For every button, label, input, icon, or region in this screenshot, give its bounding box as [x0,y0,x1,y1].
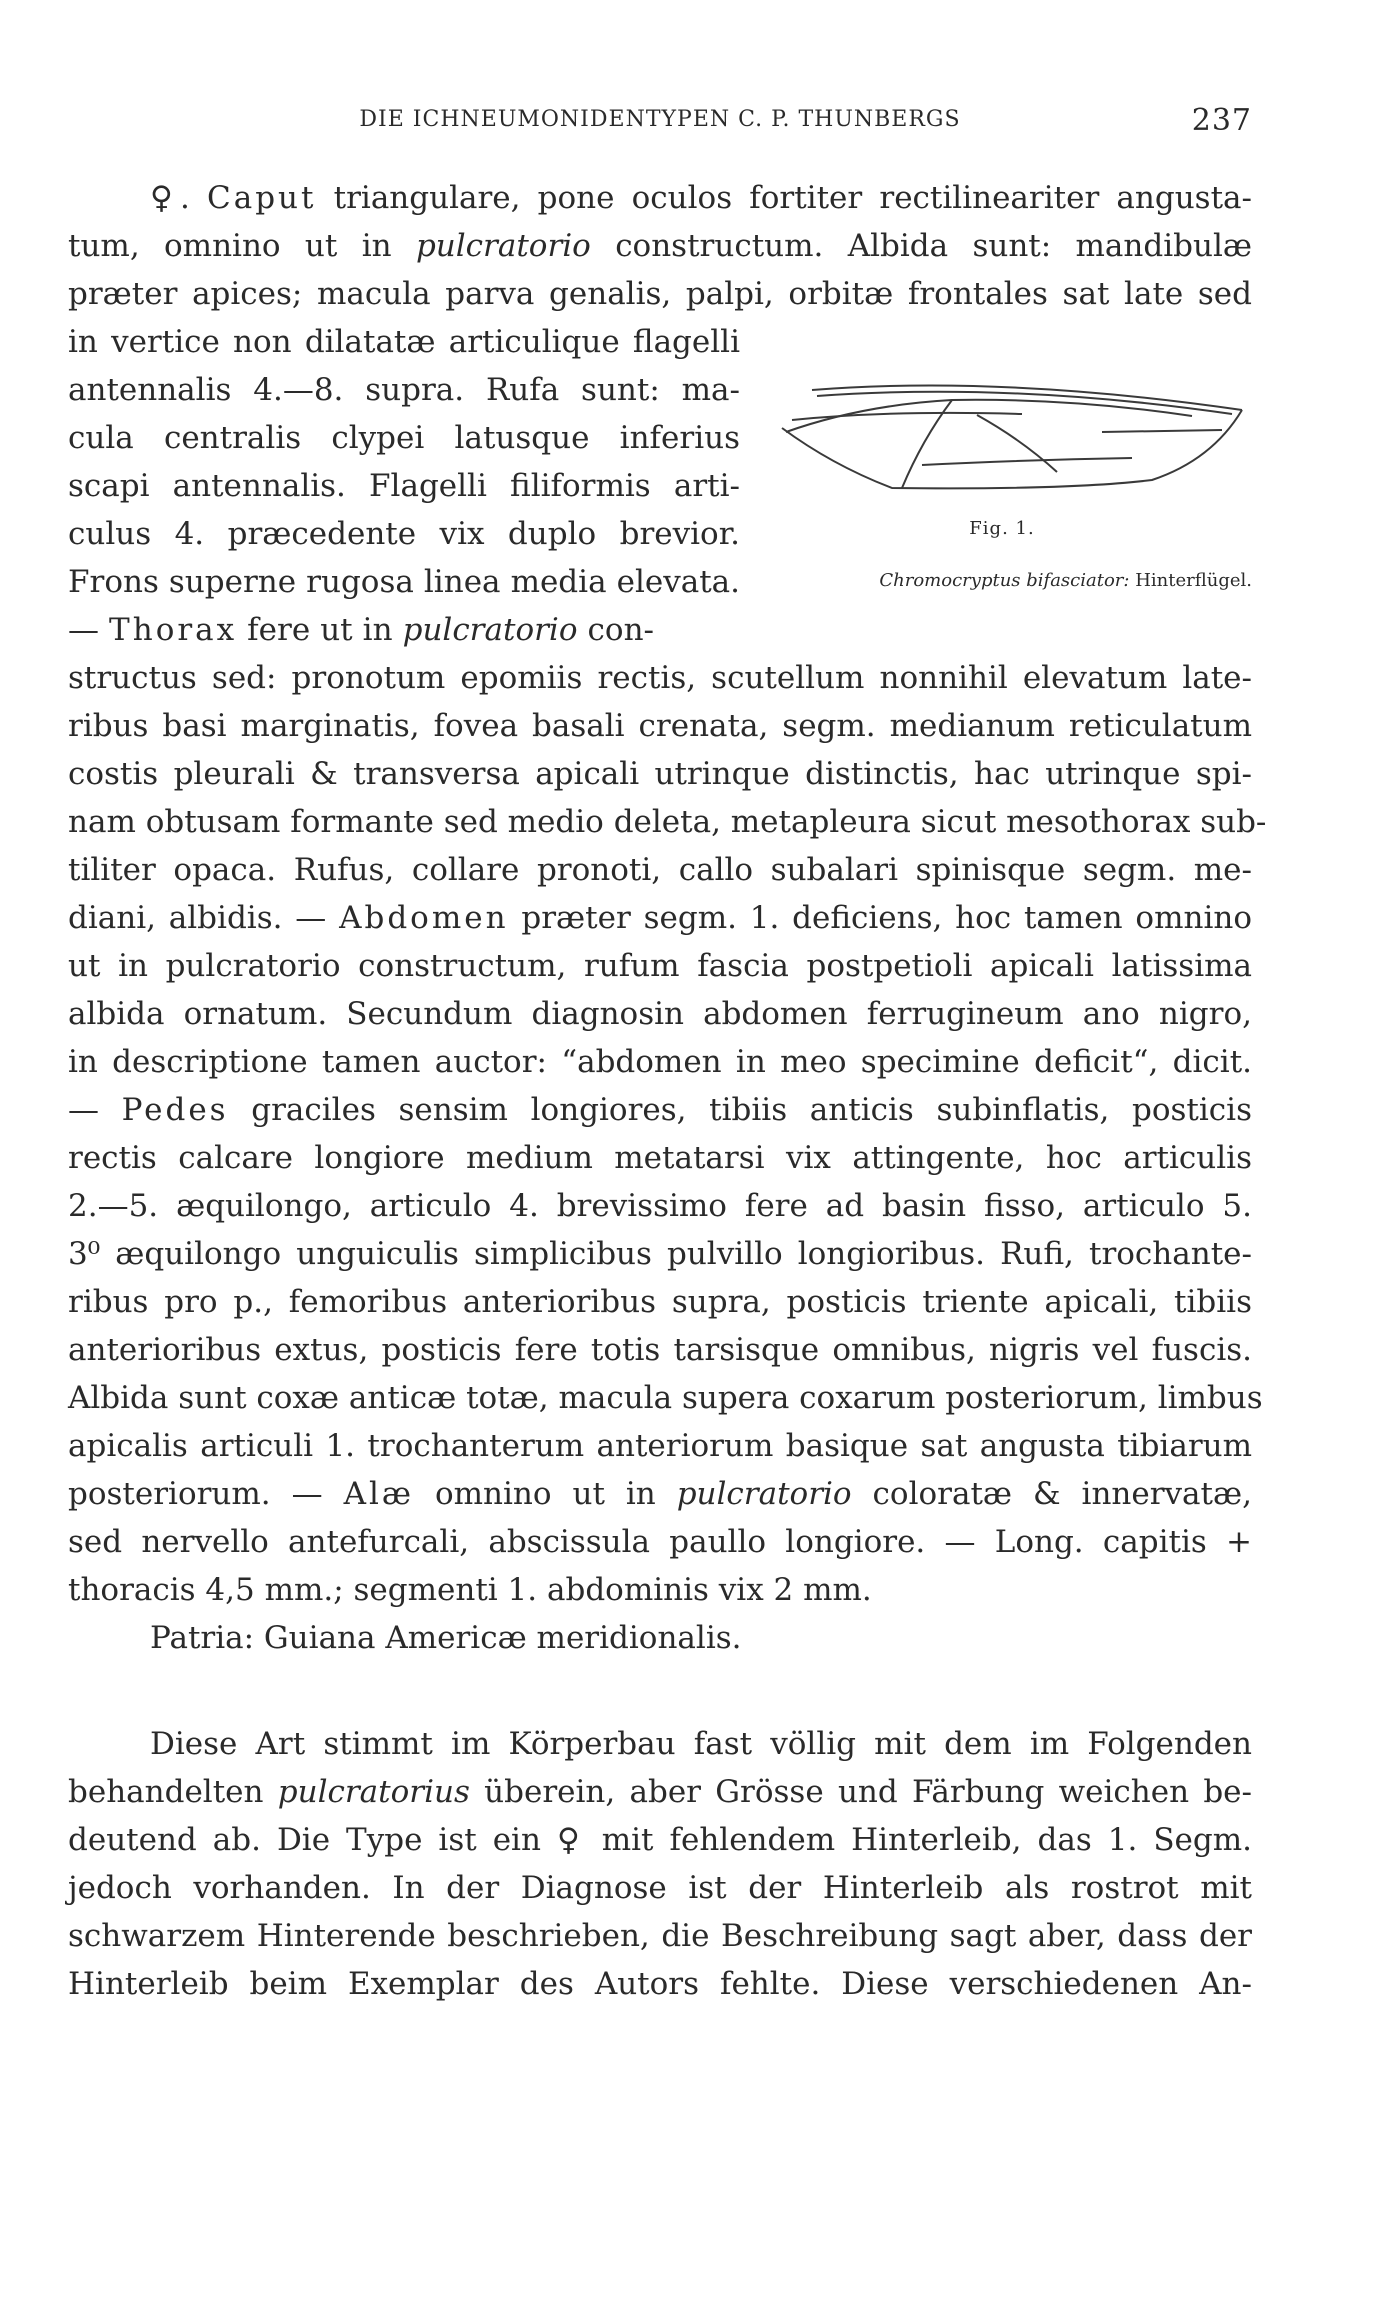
text-line: ut in pulcratorio constructum, rufum fascia postpetioli apicali latissima [68,948,1252,984]
figure-caption [752,570,1252,591]
text-line: antennalis 4.—8. supra. Rufa sunt: ma- [68,372,740,408]
text-line: 2.—5. æquilongo, articulo 4. brevissimo fere ad basin fisso, articulo 5. [68,1188,1252,1224]
figure-hindwing [752,370,1252,600]
text-line: Frons superne rugosa linea media elevata. [68,564,740,600]
text-line: apicalis articuli 1. trochanterum anteriorum basique sat angusta tibiarum [68,1428,1252,1464]
text-line: Hinterleib beim Exemplar des Autors fehlte. Diese verschiedenen An- [68,1966,1252,2002]
caption-rest: Hinterflügel. [1135,570,1252,591]
text-line: 3⁰ æquilongo unguiculis simplicibus pulvillo longioribus. Rufi, trochante- [68,1236,1252,1272]
text-line: posteriorum. — Alæ omnino ut in pulcratorio coloratæ & innervatæ, [68,1476,1252,1512]
text-line: albida ornatum. Secundum diagnosin abdomen ferrugineum ano nigro, [68,996,1252,1032]
hindwing-drawing [772,370,1252,500]
text-line: sed nervello antefurcali, abscissula paullo longiore. — Long. capitis + [68,1524,1252,1560]
text-line: ribus pro p., femoribus anterioribus supra, posticis triente apicali, tibiis [68,1284,1252,1320]
text-line: cula centralis clypei latusque inferius [68,420,740,456]
text-line: structus sed: pronotum epomiis rectis, scutellum nonnihil elevatum late- [68,660,1252,696]
text-line: costis pleurali & transversa apicali utrinque distinctis, hac utrinque spi- [68,756,1252,792]
text-line: anterioribus extus, posticis fere totis tarsisque omnibus, nigris vel fuscis. [68,1332,1252,1368]
page-number: 237 [1191,103,1252,138]
text-line: behandelten pulcratorius überein, aber Grösse und Färbung weichen be- [68,1774,1252,1810]
text-line: Diese Art stimmt im Körperbau fast völlig mit dem im Folgenden [150,1726,1252,1762]
text-line: culus 4. præcedente vix duplo brevior. [68,516,740,552]
text-line: diani, albidis. — Abdomen præter segm. 1. deficiens, hoc tamen omnino [68,900,1252,936]
text-line: Albida sunt coxæ anticæ totæ, macula supera coxarum posteriorum, limbus [68,1380,1263,1416]
text-line: rectis calcare longiore medium metatarsi vix attingente, hoc articulis [68,1140,1252,1176]
text-line: præter apices; macula parva genalis, palpi, orbitæ frontales sat late sed [68,276,1252,312]
text-line: — Pedes graciles sensim longiores, tibiis anticis subinflatis, posticis [68,1092,1252,1128]
text-line: in descriptione tamen auctor: “abdomen in meo specimine deficit“, dicit. [68,1044,1252,1080]
text-line: — Thorax fere ut in pulcratorio con- [68,612,655,648]
text-line: ribus basi marginatis, fovea basali crenata, segm. medianum reticulatum [68,708,1252,744]
figure-label: Fig. 1. [969,518,1035,539]
caption-species: Chromocryptus bifasciator: [879,570,1130,591]
running-header [68,103,1252,143]
text-line: thoracis 4,5 mm.; segmenti 1. abdominis vix 2 mm. [68,1572,872,1608]
text-line: tiliter opaca. Rufus, collare pronoti, callo subalari spinisque segm. me- [68,852,1252,888]
text-line: nam obtusam formante sed medio deleta, metapleura sicut mesothorax sub- [68,804,1267,840]
text-line: tum, omnino ut in pulcratorio constructum. Albida sunt: mandibulæ [68,228,1252,264]
running-title: DIE ICHNEUMONIDENTYPEN C. P. THUNBERGS [359,107,961,132]
text-line: Patria: Guiana Americæ meridionalis. [150,1620,742,1656]
text-line: ♀. Caput triangulare, pone oculos fortiter rectilineariter angusta- [150,180,1252,216]
text-line: in vertice non dilatatæ articulique flagelli [68,324,740,360]
text-line: jedoch vorhanden. In der Diagnose ist der Hinterleib als rostrot mit [68,1870,1252,1906]
text-line: scapi antennalis. Flagelli filiformis arti- [68,468,740,504]
text-line: deutend ab. Die Type ist ein ♀ mit fehlendem Hinterleib, das 1. Segm. [68,1822,1252,1858]
text-line: schwarzem Hinterende beschrieben, die Beschreibung sagt aber, dass der [68,1918,1252,1954]
